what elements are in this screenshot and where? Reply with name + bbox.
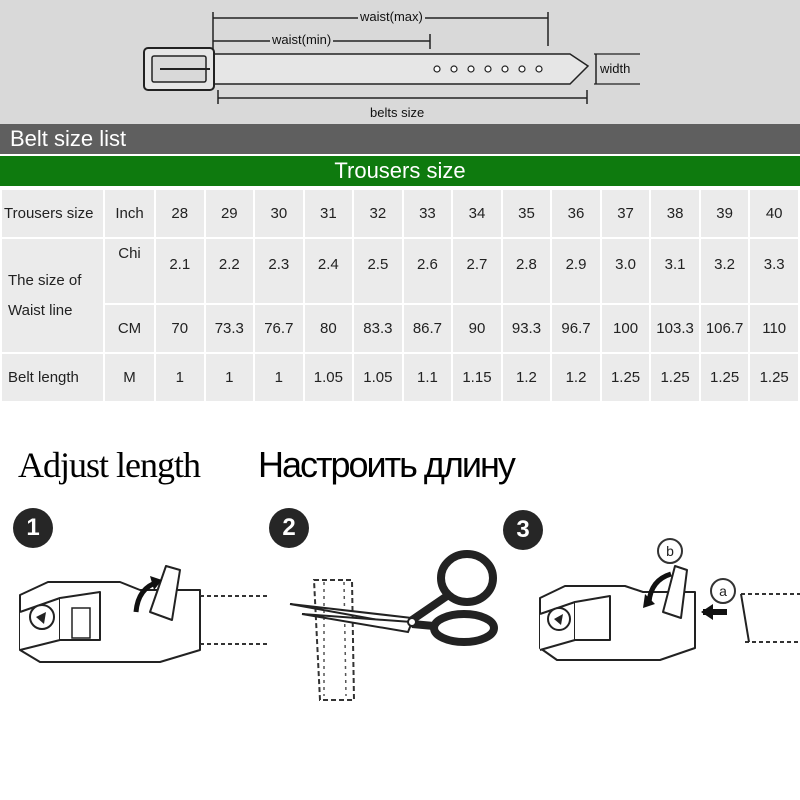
belt-length-label: Belt length	[1, 353, 104, 402]
belt-size-list-header: Belt size list	[0, 124, 800, 154]
adjust-length-title: Adjust length	[18, 445, 200, 485]
chi-cell: 3.1	[650, 238, 700, 304]
cm-cell: 83.3	[353, 304, 403, 353]
belt-length-cell: 1.05	[353, 353, 403, 402]
inch-cell: 35	[502, 189, 552, 238]
waist-line-label-line2: Waist line	[8, 301, 73, 319]
belt-length-row	[1, 353, 799, 402]
buckle-open-illustration	[0, 500, 270, 700]
belt-length-cell: 1.15	[452, 353, 502, 402]
m-unit: M	[104, 353, 155, 402]
trousers-row	[1, 189, 799, 238]
step-3-number: 3	[503, 510, 543, 550]
belt-length-cell: 1.05	[304, 353, 354, 402]
inch-cell: 36	[551, 189, 601, 238]
chi-cell: 2.8	[502, 238, 552, 304]
belt-length-cell: 1	[155, 353, 205, 402]
belt-length-cell: 1.2	[551, 353, 601, 402]
belts-size-label: belts size	[370, 105, 425, 120]
waist-min-label: waist(min)	[272, 32, 332, 47]
step-3-sub-a: a	[710, 578, 736, 604]
width-label: width	[600, 61, 631, 76]
inch-cell: 40	[749, 189, 799, 238]
cm-cell: 110	[749, 304, 799, 353]
step-2-number: 2	[269, 508, 309, 548]
step-1-number: 1	[13, 508, 53, 548]
chi-cell: 2.5	[353, 238, 403, 304]
cm-cell: 93.3	[502, 304, 552, 353]
inch-cell: 37	[601, 189, 651, 238]
size-table	[0, 188, 800, 403]
belt-length-cell: 1.25	[601, 353, 651, 402]
inch-cell: 28	[155, 189, 205, 238]
cm-cell: 73.3	[205, 304, 255, 353]
belt-length-cell: 1	[254, 353, 304, 402]
chi-cell: 2.1	[155, 238, 205, 304]
belt-length-cell: 1.1	[403, 353, 453, 402]
waist-line-label	[1, 238, 104, 353]
belt-length-cell: 1.2	[502, 353, 552, 402]
waist-max-label: waist(max)	[360, 9, 423, 24]
cm-unit: CM	[104, 304, 155, 353]
inch-cell: 29	[205, 189, 255, 238]
chi-cell: 3.2	[700, 238, 750, 304]
step-2	[262, 500, 512, 720]
step-1	[0, 500, 270, 700]
step-3	[505, 500, 800, 700]
belt-length-cell: 1.25	[700, 353, 750, 402]
chi-cell: 2.9	[551, 238, 601, 304]
inch-cell: 34	[452, 189, 502, 238]
waist-line-label-line1: The size of	[8, 271, 82, 289]
inch-cell: 39	[700, 189, 750, 238]
cm-cell: 90	[452, 304, 502, 353]
inch-cell: 33	[403, 189, 453, 238]
cm-cell: 76.7	[254, 304, 304, 353]
belt-length-cell: 1	[205, 353, 255, 402]
cm-cell: 103.3	[650, 304, 700, 353]
inch-cell: 38	[650, 189, 700, 238]
chi-cell: 2.4	[304, 238, 354, 304]
cm-cell: 106.7	[700, 304, 750, 353]
inch-cell: 31	[304, 189, 354, 238]
belt-diagram	[0, 0, 800, 124]
chi-cell: 2.7	[452, 238, 502, 304]
scissors-cut-illustration	[262, 500, 512, 720]
adjust-length-title-ru: Настроить длину	[258, 444, 514, 485]
inch-unit: Inch	[104, 189, 155, 238]
chi-cell: 2.2	[205, 238, 255, 304]
cm-cell: 96.7	[551, 304, 601, 353]
belt-length-cell: 1.25	[650, 353, 700, 402]
cm-cell: 70	[155, 304, 205, 353]
trousers-size-label: Trousers size	[1, 189, 104, 238]
chi-cell: 3.3	[749, 238, 799, 304]
chi-unit: Chi	[104, 238, 155, 304]
belt-length-cell: 1.25	[749, 353, 799, 402]
step-3-sub-b: b	[657, 538, 683, 564]
cm-cell: 80	[304, 304, 354, 353]
chi-cell: 3.0	[601, 238, 651, 304]
cm-row	[1, 304, 799, 353]
chi-cell: 2.3	[254, 238, 304, 304]
trousers-size-header: Trousers size	[0, 156, 800, 186]
cm-cell: 86.7	[403, 304, 453, 353]
chi-row	[1, 238, 799, 304]
chi-cell: 2.6	[403, 238, 453, 304]
inch-cell: 32	[353, 189, 403, 238]
buckle-insert-illustration	[505, 500, 800, 700]
inch-cell: 30	[254, 189, 304, 238]
cm-cell: 100	[601, 304, 651, 353]
